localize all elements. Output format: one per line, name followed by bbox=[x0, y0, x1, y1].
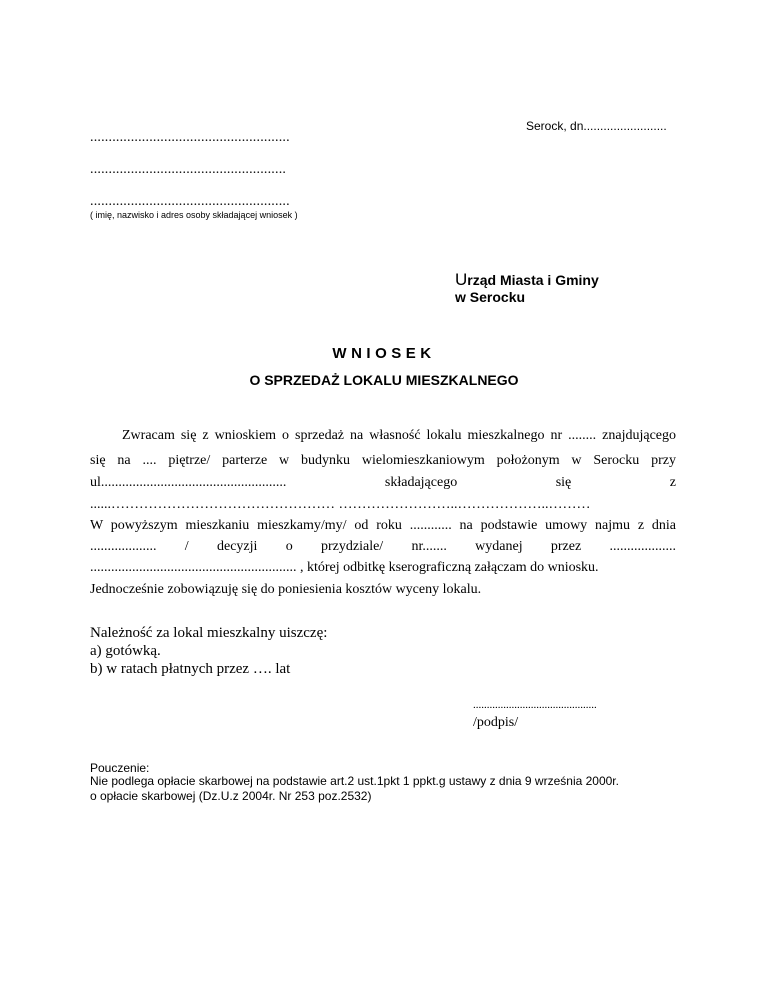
body-line: ul..................................................... składającego się z bbox=[90, 475, 676, 490]
sender-line-3: ...................................................... bbox=[90, 194, 290, 209]
body-line: W powyższym mieszkaniu mieszkamy/my/ od roku ............ na podstawie umowy najmu z dnia bbox=[90, 518, 676, 533]
body-line: się na .... piętrze/ parterze w budynku wielomieszkaniowym położonym w Serocku przy bbox=[90, 453, 676, 468]
sender-line-1: ...................................................... bbox=[90, 130, 290, 145]
date-field: Serock, dn......................... bbox=[526, 119, 667, 133]
payment-heading: Należność za lokal mieszkalny uiszczę: bbox=[90, 625, 328, 641]
document-title: WNIOSEK bbox=[332, 345, 436, 362]
recipient-address bbox=[455, 271, 599, 306]
signature-line: ............................................. bbox=[473, 699, 597, 711]
recipient-line-1-rest: rząd Miasta i Gminy bbox=[467, 272, 599, 288]
payment-option-cash: a) gotówką. bbox=[90, 643, 161, 659]
sender-caption: ( imię, nazwisko i adres osoby składającej wniosek ) bbox=[90, 210, 298, 220]
body-line: ......………………………………………… ……………………..………………..……… bbox=[90, 497, 591, 512]
body-line: Jednocześnie zobowiązuję się do poniesienia kosztów wyceny lokalu. bbox=[90, 582, 482, 597]
recipient-line-2: w Serocku bbox=[455, 289, 526, 305]
sender-line-2: ..................................................... bbox=[90, 162, 287, 177]
payment-option-installments: b) w ratach płatnych przez …. lat bbox=[90, 661, 291, 677]
note-text-line-1: Nie podlega opłacie skarbowej na podstawie art.2 ust.1pkt 1 ppkt.g ustawy z dnia 9 września 2000r. bbox=[90, 774, 619, 788]
body-line: ................... / decyzji o przydziale/ nr....... wydanej przez ................... bbox=[90, 539, 676, 554]
body-line: ........................................................... , której odbitkę kserograficzną załączam do wniosku. bbox=[90, 560, 599, 575]
note-title: Pouczenie: bbox=[90, 761, 150, 775]
recipient-first-letter: U bbox=[455, 270, 468, 289]
recipient-line-1 bbox=[455, 271, 599, 289]
note-text-line-2: o opłacie skarbowej (Dz.U.z 2004r. Nr 253 poz.2532) bbox=[90, 789, 372, 803]
body-line: Zwracam się z wnioskiem o sprzedaż na własność lokalu mieszkalnego nr ........ znajdującego bbox=[122, 428, 676, 443]
signature-label: /podpis/ bbox=[473, 715, 519, 730]
document-subtitle: O SPRZEDAŻ LOKALU MIESZKALNEGO bbox=[249, 372, 519, 388]
